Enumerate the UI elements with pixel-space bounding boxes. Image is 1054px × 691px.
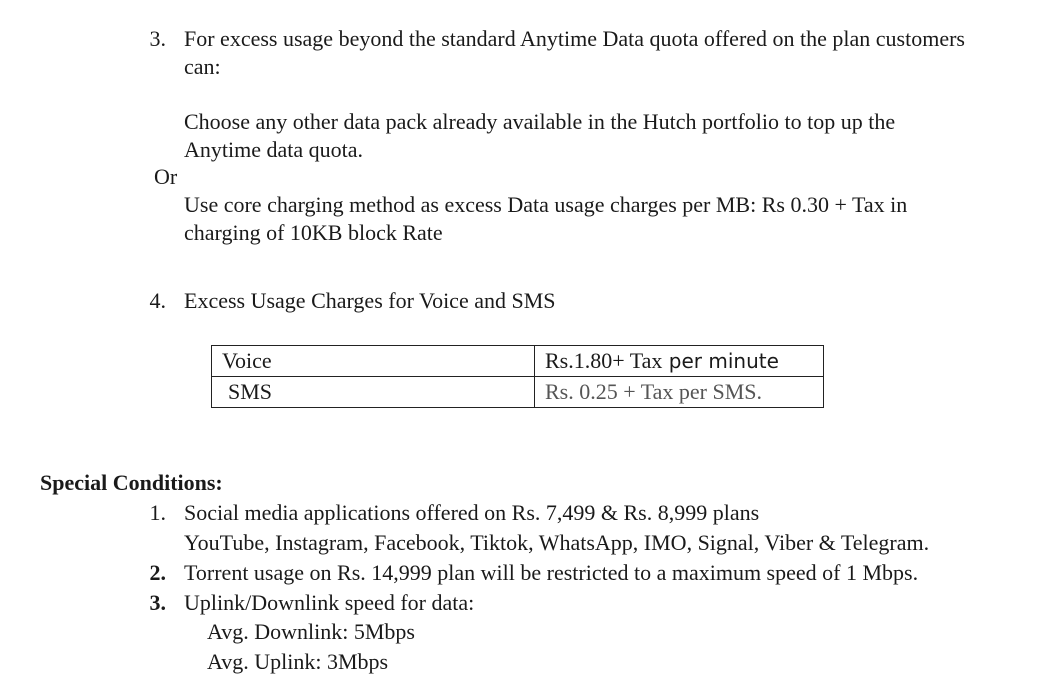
item-4-number: 4. <box>149 288 166 313</box>
sms-rate: Rs. 0.25 + Tax per SMS. <box>535 377 824 408</box>
avg-uplink: Avg. Uplink: 3Mbps <box>207 649 389 674</box>
option-1-line1: Choose any other data pack already available in the Hutch portfolio to top up the <box>184 109 896 134</box>
condition-1-line1: Social media applications offered on Rs. 7,499 & Rs. 8,999 plans <box>184 500 760 525</box>
voice-rate-amount: Rs.1.80+ Tax <box>545 348 663 373</box>
item-4-text: Excess Usage Charges for Voice and SMS <box>184 288 556 313</box>
sms-label: SMS <box>212 377 535 408</box>
item-3-line1: For excess usage beyond the standard Anytime Data quota offered on the plan customers <box>184 26 965 51</box>
table-row <box>212 377 824 408</box>
excess-charges-table <box>211 345 824 408</box>
condition-2-number: 2. <box>149 560 166 585</box>
option-2-line1: Use core charging method as excess Data usage charges per MB: Rs 0.30 + Tax in <box>184 192 908 217</box>
condition-3-text: Uplink/Downlink speed for data: <box>184 590 475 615</box>
voice-rate-unit: per minute <box>662 349 779 373</box>
condition-2-text: Torrent usage on Rs. 14,999 plan will be restricted to a maximum speed of 1 Mbps. <box>184 560 919 585</box>
avg-downlink: Avg. Downlink: 5Mbps <box>207 619 415 644</box>
item-3-line2: can: <box>184 54 221 79</box>
condition-1-number: 1. <box>149 500 166 525</box>
item-3-number: 3. <box>149 26 166 51</box>
voice-rate <box>535 346 824 377</box>
condition-3-number: 3. <box>149 590 166 615</box>
special-conditions-heading: Special Conditions: <box>40 470 223 495</box>
or-separator: Or <box>154 164 178 189</box>
table-row <box>212 346 824 377</box>
condition-1-line2: YouTube, Instagram, Facebook, Tiktok, WhatsApp, IMO, Signal, Viber & Telegram. <box>184 530 930 555</box>
option-1-line2: Anytime data quota. <box>184 137 364 162</box>
option-2-line2: charging of 10KB block Rate <box>184 220 443 245</box>
voice-label: Voice <box>212 346 535 377</box>
